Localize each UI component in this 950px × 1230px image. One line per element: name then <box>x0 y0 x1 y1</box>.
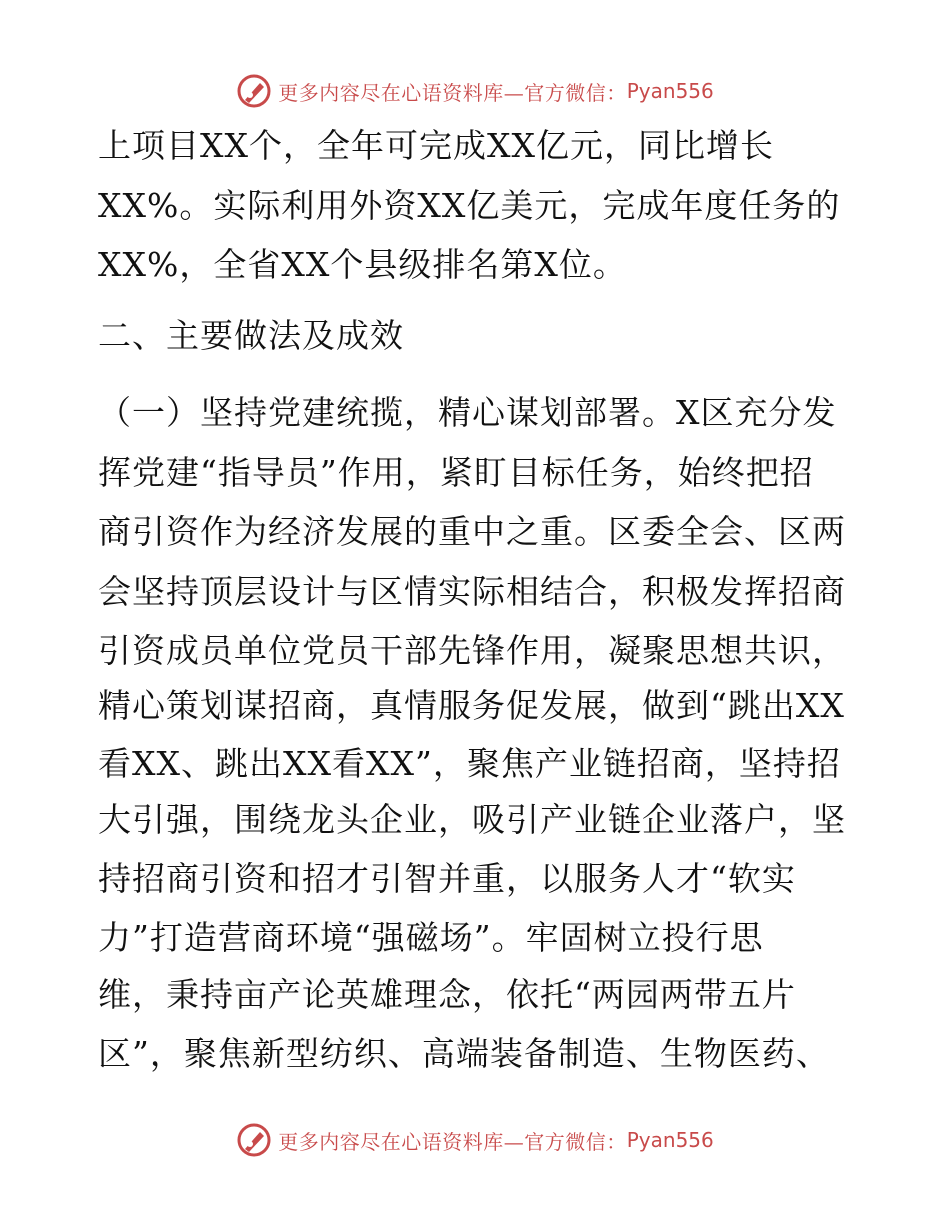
paragraph-line: 会坚持顶层设计与区情实际相结合，积极发挥招商 <box>98 572 846 611</box>
section-heading: 二、主要做法及成效 <box>98 316 404 355</box>
paragraph-line: 引资成员单位党员干部先锋作用，凝聚思想共识， <box>98 631 846 670</box>
banner-wechat-id: Pyan556 <box>626 79 714 103</box>
footer-watermark-banner <box>0 1120 950 1160</box>
paragraph-line: 商引资作为经济发展的重中之重。区委全会、区两 <box>98 512 846 551</box>
paragraph-line: 力”打造营商环境“强磁场”。牢固树立投行思 <box>98 918 764 957</box>
paragraph-line: XX%。实际利用外资XX亿美元，完成年度任务的 <box>98 186 841 225</box>
banner-text: 更多内容尽在心语资料库—官方微信： <box>278 1129 627 1154</box>
paragraph-line: 上项目XX个，全年可完成XX亿元，同比增长 <box>98 126 774 165</box>
paragraph-line: 挥党建“指导员”作用，紧盯目标任务，始终把招 <box>98 453 814 492</box>
logo-icon <box>236 73 272 109</box>
logo-icon <box>236 1122 272 1158</box>
paragraph-line: XX%，全省XX个县级排名第X位。 <box>98 245 627 284</box>
paragraph-line: 精心策划谋招商，真情服务促发展，做到“跳出XX <box>98 686 845 725</box>
paragraph-line: 维，秉持亩产论英雄理念，依托“两园两带五片 <box>98 975 796 1014</box>
paragraph-line: 看XX、跳出XX看XX”，聚焦产业链招商，坚持招 <box>98 744 841 783</box>
banner-text: 更多内容尽在心语资料库—官方微信： <box>278 80 627 105</box>
paragraph-line: 大引强，围绕龙头企业，吸引产业链企业落户，坚 <box>98 800 846 839</box>
banner-wechat-id: Pyan556 <box>626 1128 714 1152</box>
paragraph-line: 区”，聚焦新型纺织、高端装备制造、生物医药、 <box>98 1034 830 1073</box>
header-watermark-banner <box>0 71 950 111</box>
paragraph-line: （一）坚持党建统揽，精心谋划部署。X区充分发 <box>98 393 837 432</box>
paragraph-line: 持招商引资和招才引智并重，以服务人才“软实 <box>98 859 796 898</box>
